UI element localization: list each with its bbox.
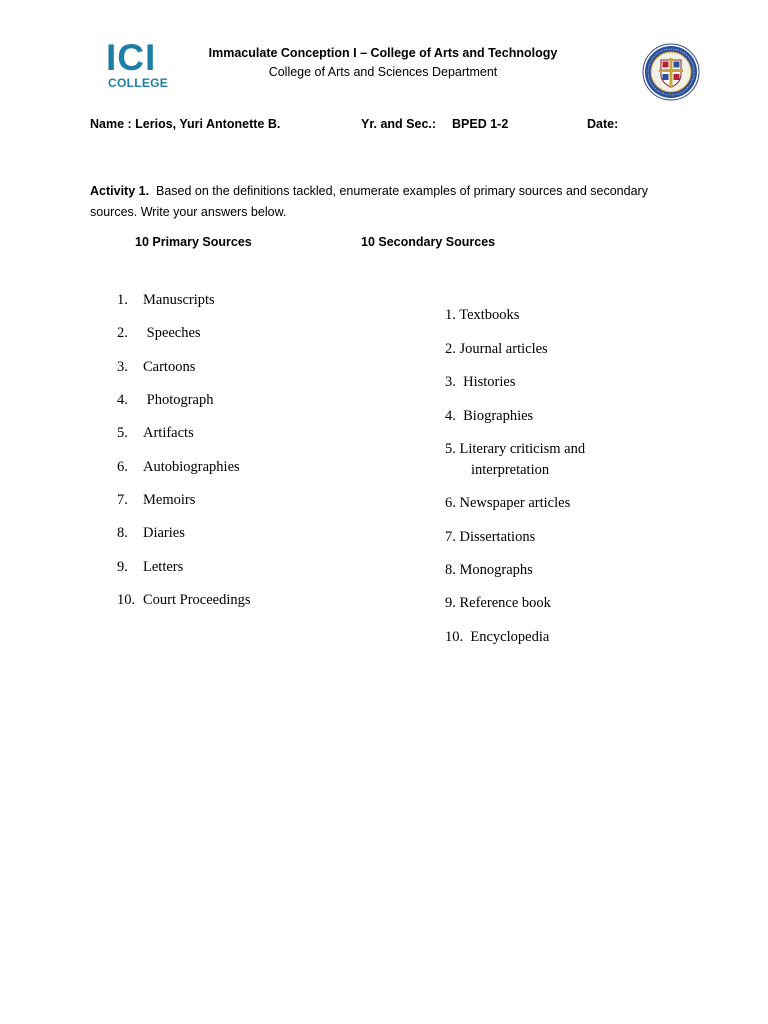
- secondary-item: 6. Newspaper articles: [445, 495, 571, 511]
- primary-item-number: 6.: [117, 459, 128, 475]
- secondary-item: 5. Literary criticism and: [445, 441, 586, 457]
- primary-item-text: Cartoons: [143, 359, 196, 375]
- primary-item-text: Memoirs: [143, 492, 196, 508]
- primary-item-text: Photograph: [143, 392, 214, 408]
- primary-item-number: 7.: [117, 492, 128, 508]
- secondary-item: 1. Textbooks: [445, 307, 520, 323]
- logo-text-ici: ICI: [106, 37, 157, 78]
- date-label: Date:: [587, 117, 619, 131]
- year-section-label: Yr. and Sec.:: [361, 117, 437, 131]
- activity-instructions: [90, 181, 670, 222]
- primary-item-text: Manuscripts: [143, 292, 215, 308]
- primary-item-text: Autobiographies: [143, 459, 240, 475]
- secondary-item-continuation: interpretation: [471, 462, 550, 478]
- student-name: Name : Lerios, Yuri Antonette B.: [90, 117, 281, 131]
- activity-text: Based on the definitions tackled, enumerate examples of primary sources and secondary sources. Write your answers below.: [90, 184, 648, 219]
- department-title-text: College of Arts and Sciences Department: [268, 65, 498, 79]
- primary-item-number: 10.: [117, 592, 136, 608]
- secondary-item: 9. Reference book: [445, 595, 551, 611]
- primary-item-text: Artifacts: [143, 425, 194, 441]
- primary-item-text: Speeches: [143, 325, 201, 341]
- primary-item-number: 4.: [117, 392, 128, 408]
- primary-item-number: 3.: [117, 359, 128, 375]
- school-title-text: Immaculate Conception I – College of Arts and Technology: [208, 46, 558, 60]
- primary-item-number: 8.: [117, 525, 128, 541]
- secondary-item: 4. Biographies: [445, 408, 534, 424]
- secondary-item: 3. Histories: [445, 374, 516, 390]
- secondary-item: 8. Monographs: [445, 562, 533, 578]
- primary-sources-heading: 10 Primary Sources: [135, 235, 252, 249]
- primary-item-number: 9.: [117, 559, 128, 575]
- logo-text-college: COLLEGE: [108, 76, 169, 90]
- primary-item-number: 2.: [117, 325, 128, 341]
- primary-item-number: 5.: [117, 425, 128, 441]
- primary-item-number: 1.: [117, 292, 128, 308]
- secondary-item: 7. Dissertations: [445, 529, 536, 545]
- primary-item-text: Diaries: [143, 525, 185, 541]
- activity-label: Activity 1.: [90, 184, 150, 198]
- school-seal-icon: [642, 43, 700, 101]
- primary-item-text: Court Proceedings: [143, 592, 251, 608]
- secondary-item: 2. Journal articles: [445, 341, 548, 357]
- secondary-sources-heading: 10 Secondary Sources: [361, 235, 496, 249]
- year-section-value: BPED 1-2: [452, 117, 509, 131]
- secondary-item: 10. Encyclopedia: [445, 629, 550, 645]
- primary-item-text: Letters: [143, 559, 184, 575]
